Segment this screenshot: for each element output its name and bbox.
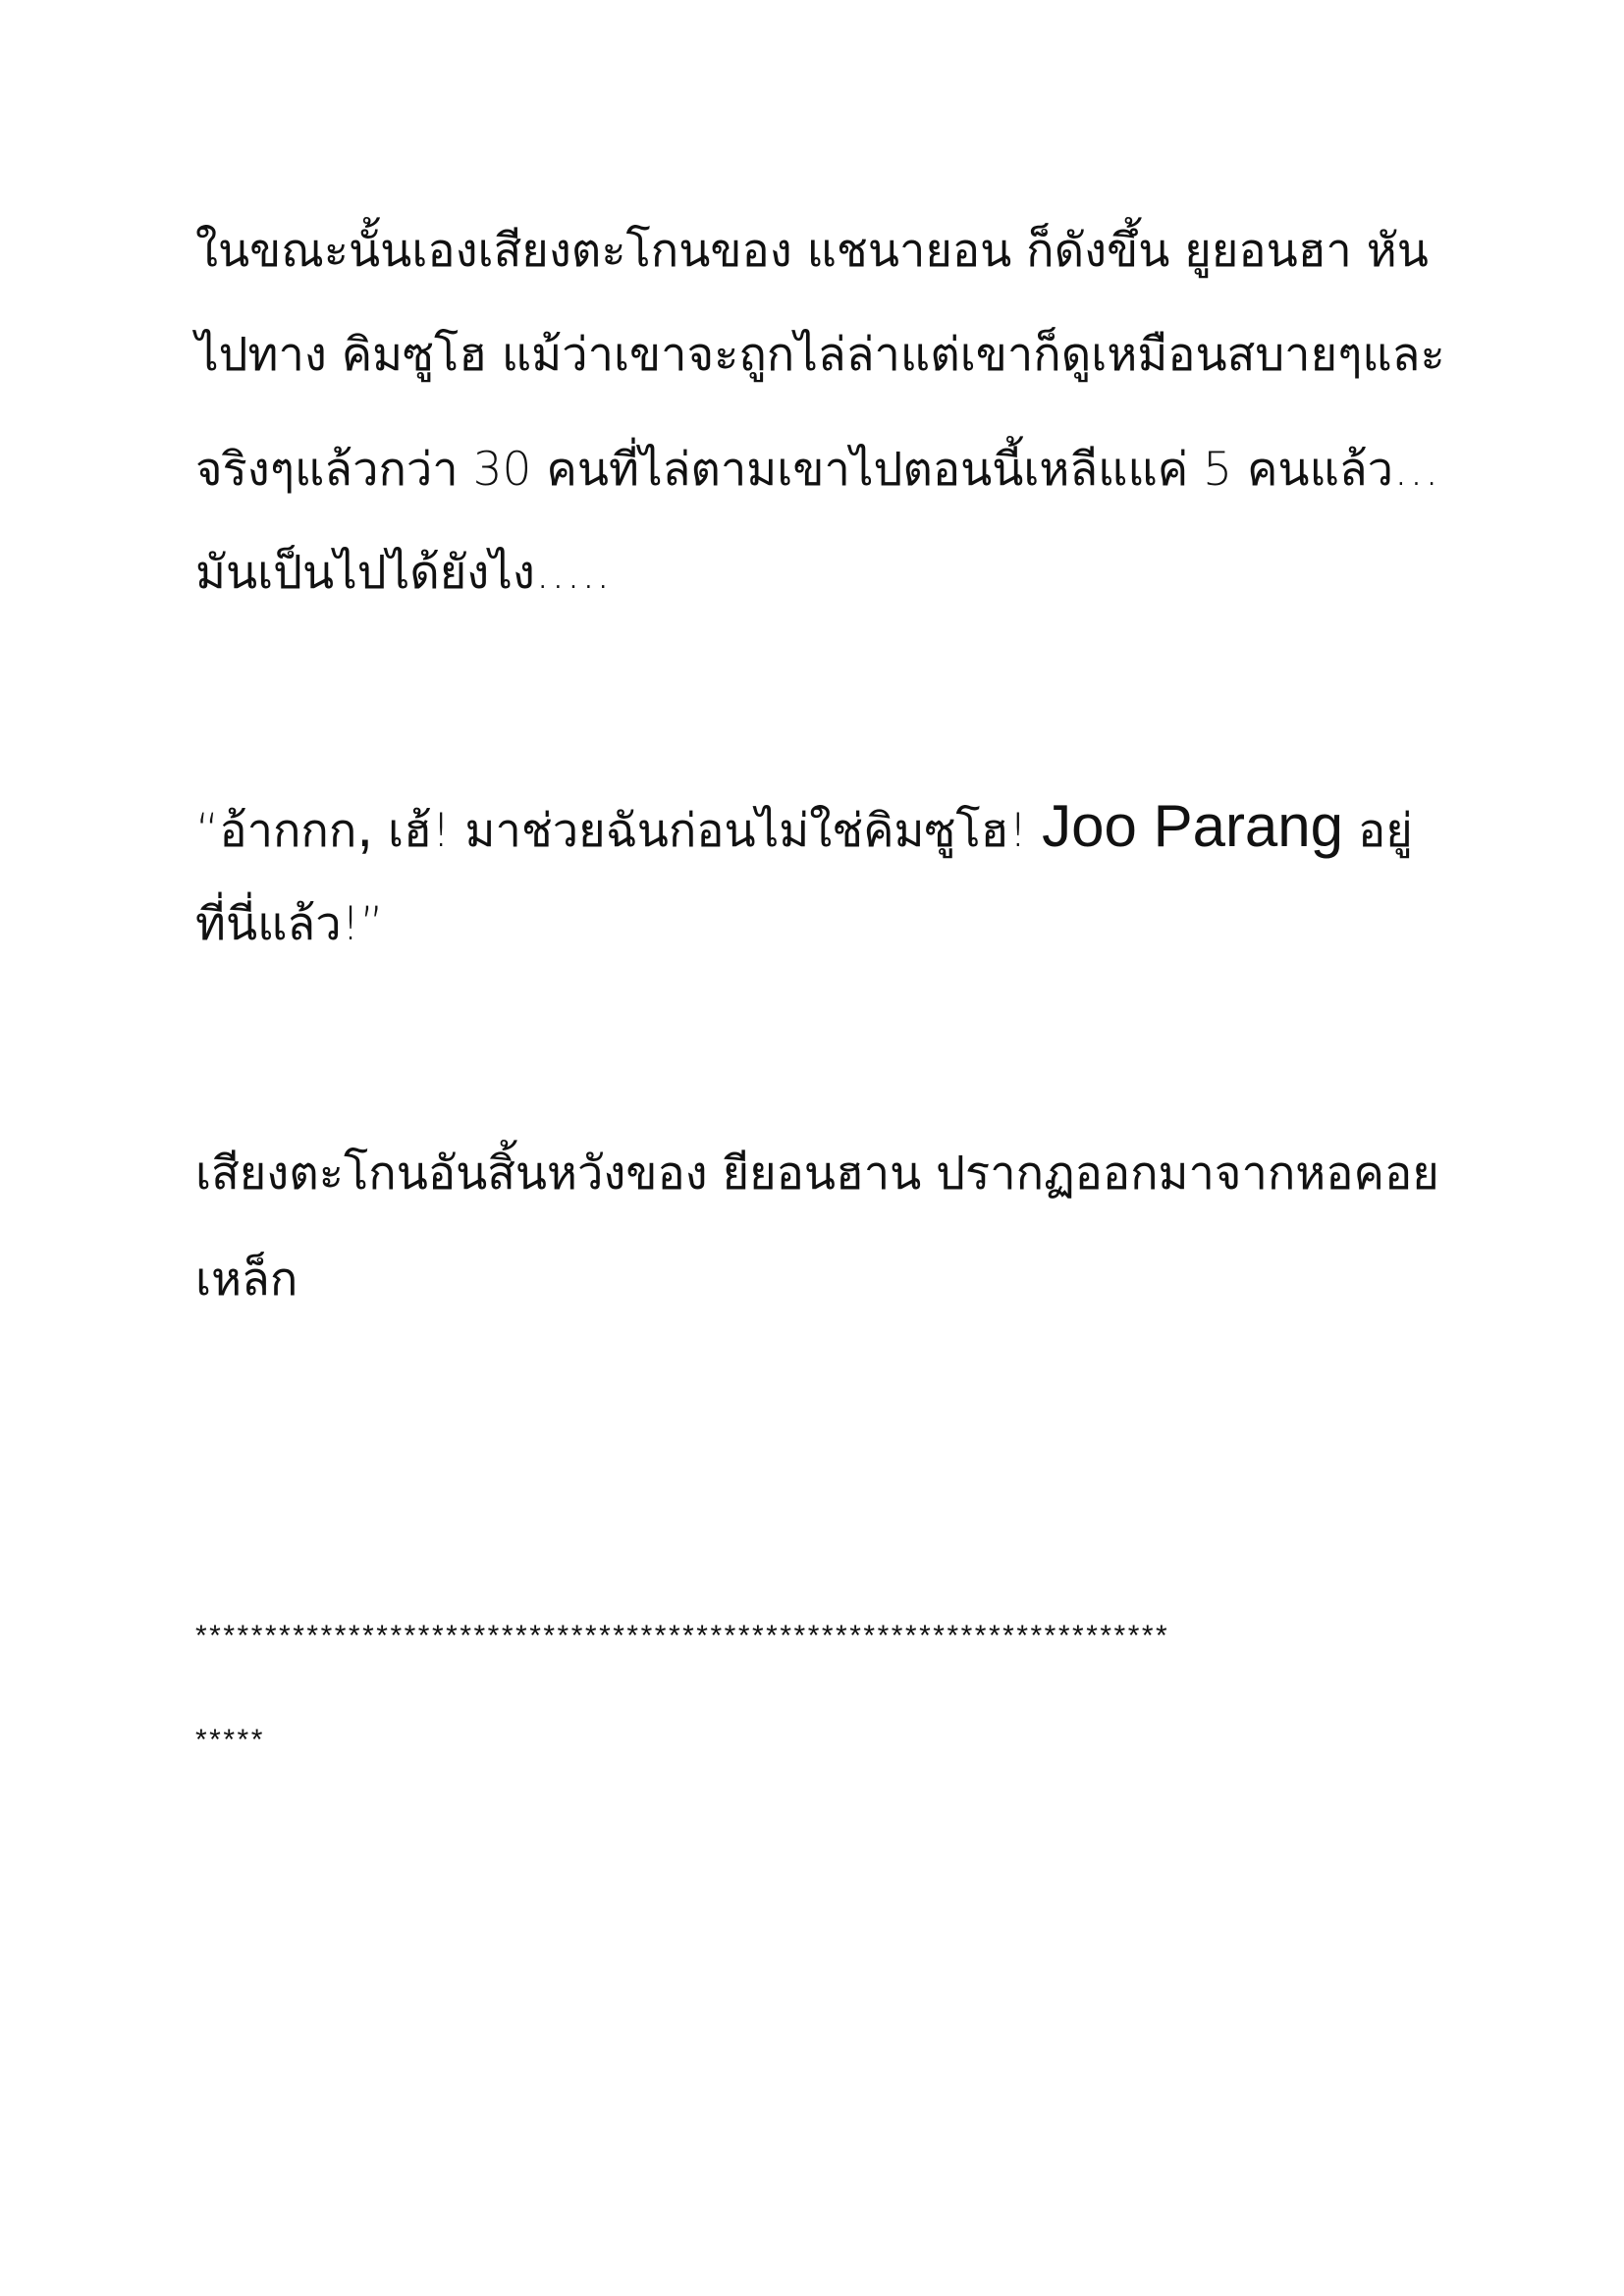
separator-line-2: ***** <box>195 1724 265 1756</box>
character-name: Joo Parang <box>1042 793 1344 859</box>
paragraph-3-line-1: เสียงตะโกนอันสิ้นหวังของ ยียอนฮาน ปรากฏออกมาจากหอคอย <box>195 1147 1439 1201</box>
paragraph-1-line-3: จริงๆแล้วกว่า 30 คนที่ไล่ตามเขาไปตอนนี้เหลีแแค่ 5 คนแล้ว… <box>195 443 1440 497</box>
separator-line-1: ********************************************************************** <box>195 1620 1170 1652</box>
paragraph-3-line-2: เหล็ก <box>195 1253 298 1307</box>
paragraph-1-line-1: ในขณะนั้นเองเสียงตะโกนของ แชนายอน ก็ดังขึ้น ยูยอนฮา หัน <box>195 224 1429 278</box>
dialogue-open: “อ้ากกก <box>195 804 357 858</box>
paragraph-1-line-4: มันเป็นไปได้ยังไง….. <box>195 546 611 600</box>
dialogue-end-line-1: อยู่ <box>1343 804 1413 858</box>
paragraph-2-line-2: ที่นี่แล้ว!” <box>195 897 384 951</box>
dialogue-comma: , <box>356 793 374 859</box>
paragraph-1-line-2: ไปทาง คิมซูโฮ แม้ว่าเขาจะถูกไล่ล่าแต่เขาก็ดูเหมือนสบายๆและ <box>195 328 1445 382</box>
dialogue-middle: เฮ้! มาช่วยฉันก่อนไม่ใช่คิมซูโฮ! <box>373 804 1043 858</box>
paragraph-2-line-1 <box>195 793 1413 859</box>
